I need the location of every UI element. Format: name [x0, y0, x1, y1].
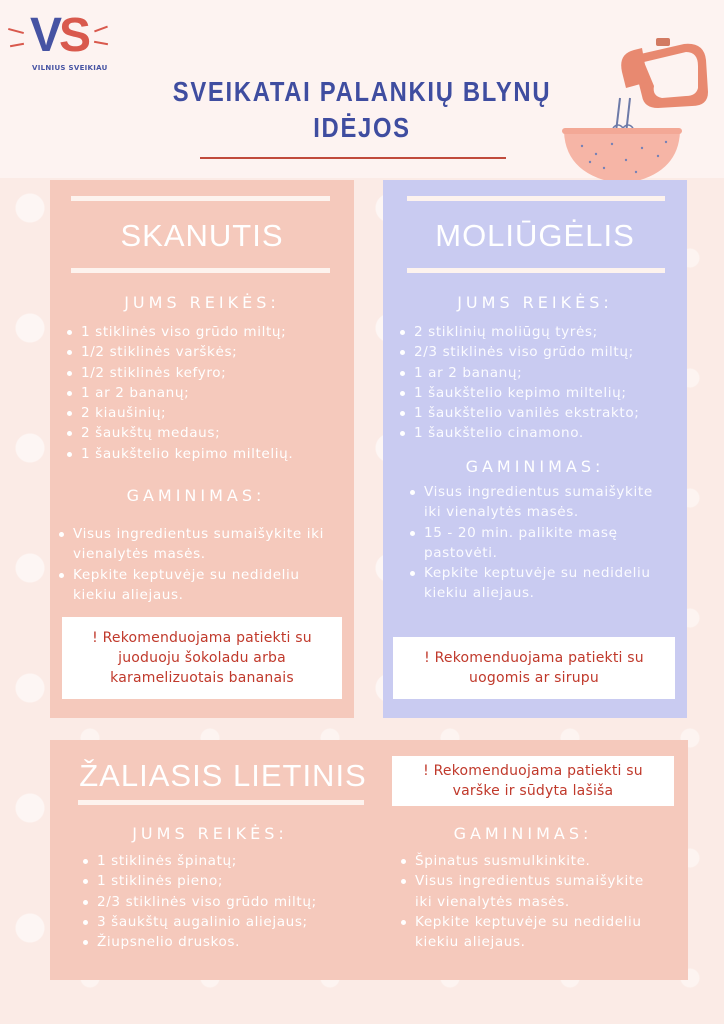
ingredients-label: JUMS REIKĖS: — [457, 293, 613, 312]
divider — [407, 196, 665, 201]
logo-spark — [8, 28, 24, 34]
divider — [407, 268, 665, 273]
list-item: Špinatus susmulkinkite. — [398, 851, 648, 871]
divider — [71, 268, 330, 273]
recipe-title: MOLIŪGĖLIS — [435, 218, 635, 253]
method-list — [56, 524, 348, 605]
title-underline — [200, 157, 506, 159]
ingredients-label: JUMS REIKĖS: — [132, 824, 288, 843]
recommendation-box: ! Rekomenduojama patiekti su varške ir sūdyta lašiša — [392, 756, 674, 806]
list-item: 1/2 stiklinės varškės; — [64, 342, 350, 362]
recipe-title: ŽALIASIS LIETINIS — [79, 758, 367, 793]
list-item: 15 - 20 min. palikite masę pastovėti. — [407, 523, 659, 564]
list-item: 1 ar 2 bananų; — [64, 383, 350, 403]
page-title: SVEIKATAI PALANKIŲ BLYNŲ IDĖJOS — [172, 76, 552, 143]
recipe-card-skanutis — [50, 180, 354, 718]
logo-subtitle: VILNIUS SVEIKIAU — [32, 64, 108, 72]
list-item: 2 stiklinių moliūgų tyrės; — [397, 322, 683, 342]
method-list — [407, 482, 659, 604]
bowl-icon — [562, 128, 682, 184]
recommendation-box: ! Rekomenduojama patiekti su uogomis ar sirupu — [393, 637, 675, 699]
ingredients-label: JUMS REIKĖS: — [124, 293, 280, 312]
list-item: Visus ingredientus sumaišykite iki vienalytės masės. — [56, 524, 348, 565]
recipe-card-moliugelis — [383, 180, 687, 718]
divider — [71, 196, 330, 201]
list-item: 2/3 stiklinės viso grūdo miltų; — [397, 342, 683, 362]
list-item: 2 šaukštų medaus; — [64, 423, 350, 443]
divider — [78, 800, 364, 805]
recipe-card-zaliasis-lietinis — [50, 740, 688, 980]
list-item: 1 šaukštelio kepimo miltelių. — [64, 444, 350, 464]
method-list — [398, 851, 648, 952]
method-label: GAMINIMAS: — [465, 457, 605, 476]
list-item: Visus ingredientus sumaišykite iki vienalytės masės. — [398, 871, 648, 912]
ingredients-list — [64, 322, 350, 464]
list-item: Kepkite keptuvėje su nedideliu kiekiu aliejaus. — [407, 563, 659, 604]
ingredients-list — [80, 851, 370, 952]
list-item: Žiupsnelio druskos. — [80, 932, 370, 952]
logo-mark: VS — [30, 9, 89, 62]
list-item: 1 šaukštelio kepimo miltelių; — [397, 383, 683, 403]
method-label: GAMINIMAS: — [126, 486, 266, 505]
list-item: 1 šaukštelio vanilės ekstrakto; — [397, 403, 683, 423]
list-item: 1/2 stiklinės kefyro; — [64, 363, 350, 383]
recommendation-box: ! Rekomenduojama patiekti su juoduoju šokoladu arba karamelizuotais bananais — [62, 617, 342, 699]
list-item: 1 stiklinės špinatų; — [80, 851, 370, 871]
list-item: 1 ar 2 bananų; — [397, 363, 683, 383]
logo-spark — [94, 41, 108, 45]
list-item: 1 stiklinės viso grūdo miltų; — [64, 322, 350, 342]
logo-spark — [94, 26, 108, 33]
mixer-illustration — [562, 36, 712, 188]
recipe-title: SKANUTIS — [120, 218, 284, 253]
list-item: Kepkite keptuvėje su nedideliu kiekiu aliejaus. — [56, 565, 348, 606]
list-item: Visus ingredientus sumaišykite iki vienalytės masės. — [407, 482, 659, 523]
method-label: GAMINIMAS: — [453, 824, 593, 843]
list-item: 3 šaukštų augalinio aliejaus; — [80, 912, 370, 932]
ingredients-list — [397, 322, 683, 444]
list-item: 1 stiklinės pieno; — [80, 871, 370, 891]
logo — [8, 8, 112, 74]
list-item: 2/3 stiklinės viso grūdo miltų; — [80, 892, 370, 912]
list-item: 2 kiaušinių; — [64, 403, 350, 423]
list-item: 1 šaukštelio cinamono. — [397, 423, 683, 443]
list-item: Kepkite keptuvėje su nedideliu kiekiu aliejaus. — [398, 912, 648, 953]
logo-spark — [10, 43, 24, 47]
